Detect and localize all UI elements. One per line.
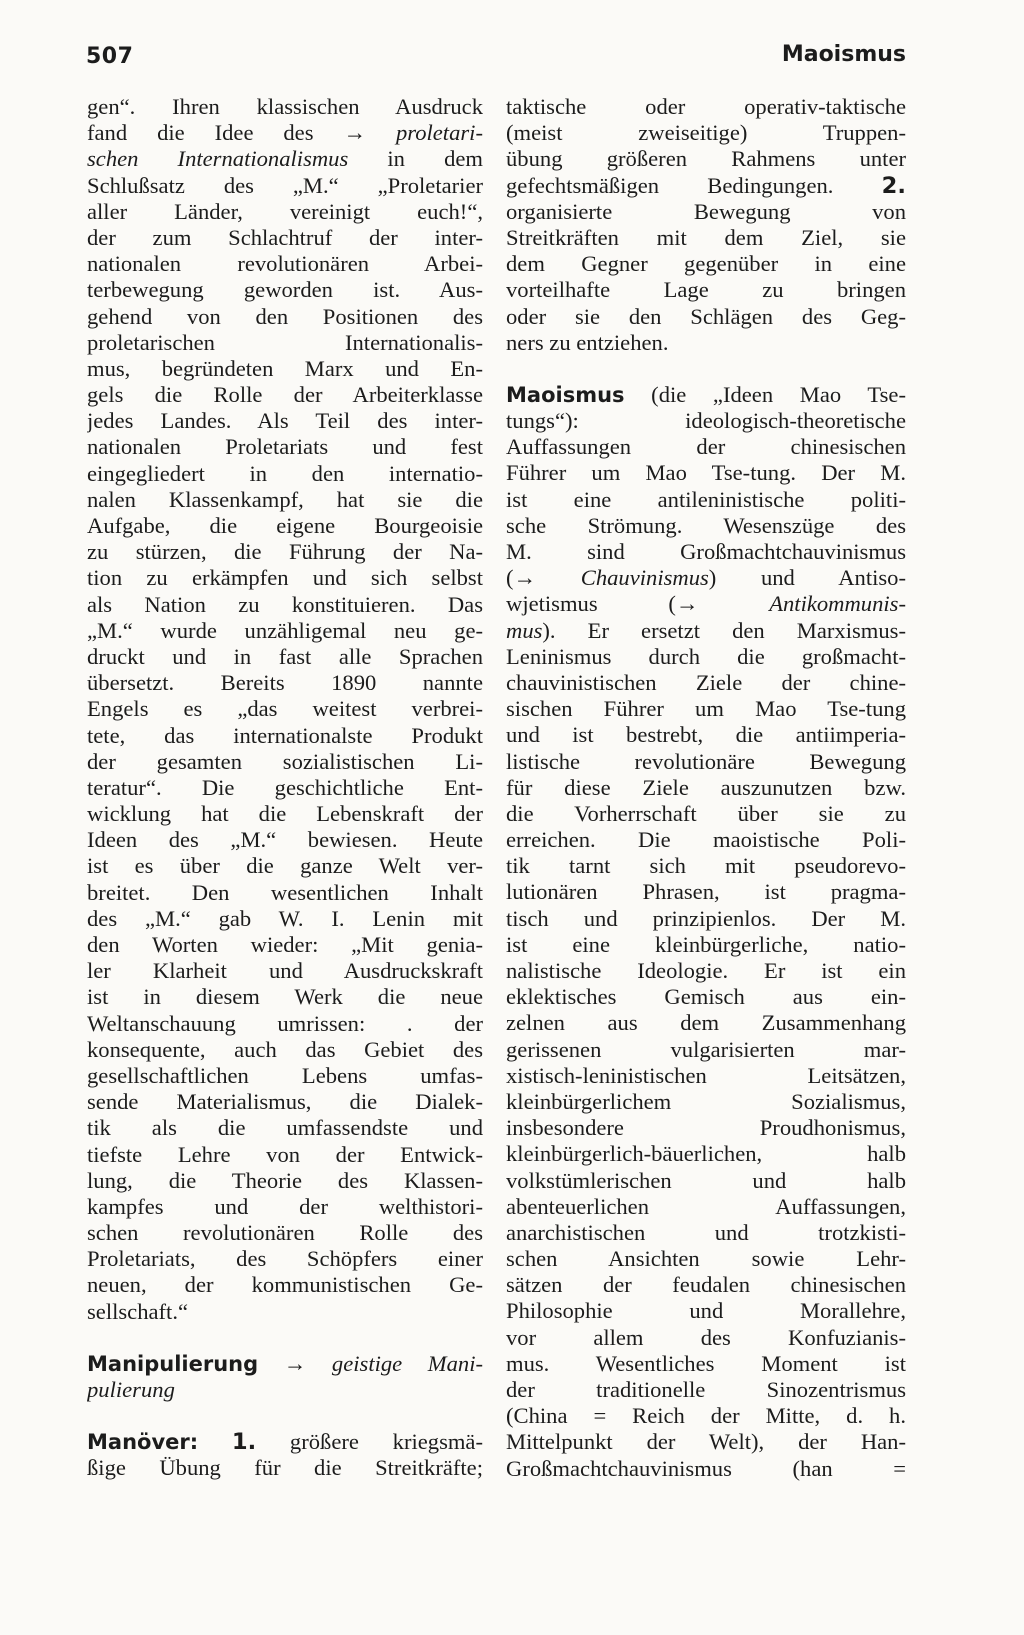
text-line: tete, das internationalste Produkt <box>87 722 483 748</box>
text-line: oder sie den Schlägen des Geg- <box>506 303 906 329</box>
text-line: Proletariats, des Schöpfers einer <box>87 1246 483 1272</box>
text-line: schen revolutionären Rolle des <box>87 1220 483 1246</box>
cross-reference-arrow: → <box>343 120 367 146</box>
text-line: tiefste Lehre von der Entwick- <box>87 1141 483 1167</box>
text-line: sätzen der feudalen chinesischen <box>506 1272 906 1298</box>
text-line: ist in diesem Werk die neue <box>87 984 483 1010</box>
text-line: schen Internationalismus in dem <box>87 146 483 172</box>
text-line: als Nation zu konstituieren. Das <box>87 591 483 617</box>
text-line: gehend von den Positionen des <box>87 303 483 329</box>
text-line: zu stürzen, die Führung der Na- <box>87 539 483 565</box>
sense-number: 1. <box>231 1429 257 1456</box>
text-line: terbewegung geworden ist. Aus- <box>87 277 483 303</box>
text-line: den Worten wieder: „Mit genia- <box>87 932 483 957</box>
text-line: kampfes und der welthistori- <box>87 1193 483 1219</box>
text-line: vor allem des Konfuzianis- <box>506 1324 906 1350</box>
cross-reference: geistige Mani- <box>331 1350 483 1376</box>
text-line: erreichen. Die maoistische Poli- <box>506 827 906 853</box>
text-line: gels die Rolle der Arbeiterklasse <box>87 382 483 408</box>
text-line: breitet. Den wesentlichen Inhalt <box>87 879 483 905</box>
text-line: taktische oder operativ-taktische <box>506 94 906 119</box>
text-line: ist eine antileninistische politi- <box>506 486 906 512</box>
text-line: Philosophie und Morallehre, <box>506 1298 906 1324</box>
text-line: und ist bestrebt, die antiimperia- <box>506 722 906 748</box>
text-line: gesellschaftlichen Lebens umfas- <box>87 1062 483 1088</box>
cross-reference: pulierung <box>87 1377 175 1402</box>
text-line: druckt und in fast alle Sprachen <box>87 643 483 669</box>
text-line: nationalen revolutionären Arbei- <box>87 251 483 277</box>
left-column <box>87 94 483 1482</box>
text-line: (meist zweiseitige) Truppen- <box>506 120 906 146</box>
text-line: neuen, der kommunistischen Ge- <box>87 1272 483 1298</box>
text-line: Mittelpunkt der Welt), der Han- <box>506 1429 906 1455</box>
text-line: übung größeren Rahmens unter <box>506 146 906 172</box>
text-line: „M.“ wurde unzähligemal neu ge- <box>87 617 483 643</box>
text-line: Weltanschauung umrissen: . der <box>87 1010 483 1036</box>
text-line: ßige Übung für die Streitkräfte; <box>87 1455 483 1481</box>
text-line: fand die Idee des → proletari- <box>87 120 483 146</box>
headword: Manöver: <box>87 1430 199 1455</box>
text-line: mus). Er ersetzt den Marxismus- <box>506 617 906 643</box>
text-line: Engels es „das weitest verbrei- <box>87 696 483 722</box>
text-line: wjetismus (→ Antikommunis- <box>506 591 906 617</box>
entry-manoever: Manöver: 1. größere kriegsmä- <box>87 1429 483 1456</box>
entry-manipulierung <box>87 1351 483 1377</box>
text-line: Ideen des „M.“ bewiesen. Heute <box>87 827 483 853</box>
text-line: kleinbürgerlichem Sozialismus, <box>506 1088 906 1114</box>
text-line: Aufgabe, die eigene Bourgeoisie <box>87 513 483 538</box>
cross-reference: schen Internationalismus <box>87 146 349 172</box>
text-line: eklektisches Gemisch aus ein- <box>506 984 906 1010</box>
text-line: ners zu entziehen. <box>506 329 669 355</box>
text-line: teratur“. Die geschichtliche Ent- <box>87 774 483 800</box>
text-line: konsequente, auch das Gebiet des <box>87 1036 483 1062</box>
cross-reference: Chauvinismus <box>580 565 709 591</box>
text-line: lutionären Phrasen, ist pragma- <box>506 879 906 905</box>
text-line: jedes Landes. Als Teil des inter- <box>87 408 483 434</box>
text-line: ler Klarheit und Ausdruckskraft <box>87 958 483 984</box>
text-line: Streitkräften mit dem Ziel, sie <box>506 224 906 250</box>
text-line: der traditionelle Sinozentrismus <box>506 1377 906 1402</box>
text-line: mus. Wesentliches Moment ist <box>506 1350 906 1376</box>
entry-maoismus: Maoismus (die „Ideen Mao Tse- <box>506 381 906 407</box>
headword: Maoismus <box>506 382 625 407</box>
cross-reference: Antikommunis- <box>769 591 906 617</box>
text-line: Führer um Mao Tse-tung. Der M. <box>506 460 906 486</box>
text-line: übersetzt. Bereits 1890 nannte <box>87 670 483 696</box>
text-line: (China = Reich der Mitte, d. h. <box>506 1403 906 1429</box>
text-line: schen Ansichten sowie Lehr- <box>506 1246 906 1272</box>
text-line: proletarischen Internationalis- <box>87 329 483 355</box>
text-line: tik als die umfassendste und <box>87 1115 483 1141</box>
text-line: die Vorherrschaft über sie zu <box>506 800 906 826</box>
text-line: anarchistischen und trotzkisti- <box>506 1219 906 1245</box>
page-number: 507 <box>86 44 134 69</box>
text-line: ist es über die ganze Welt ver- <box>87 853 483 879</box>
headword: Manipulierung <box>87 1351 259 1376</box>
text-line: kleinbürgerlich-bäuerlichen, halb <box>506 1141 906 1167</box>
text-line: tik tarnt sich mit pseudorevo- <box>506 853 906 879</box>
text-line: Schlußsatz des „M.“ „Proletarier <box>87 172 483 198</box>
text-line: xistisch-leninistischen Leitsätzen, <box>506 1062 906 1088</box>
sense-number: 2. <box>881 172 906 199</box>
text-line: der zum Schlachtruf der inter- <box>87 224 483 250</box>
cross-reference: mus <box>506 617 543 643</box>
cross-reference-arrow: → <box>283 1350 307 1376</box>
text-line: lung, die Theorie des Klassen- <box>87 1167 483 1193</box>
text-line: chauvinistischen Ziele der chine- <box>506 669 906 695</box>
text-line <box>87 1377 483 1403</box>
text-line: tungs“): ideologisch-theoretische <box>506 408 906 434</box>
running-head: Maoismus <box>781 42 906 67</box>
text-line: insbesondere Proudhonismus, <box>506 1115 906 1141</box>
text-line: des „M.“ gab W. I. Lenin mit <box>87 905 483 931</box>
text-line: volkstümlerischen und halb <box>506 1167 906 1193</box>
text-line: wicklung hat die Lebenskraft der <box>87 801 483 827</box>
text-line: gen“. Ihren klassischen Ausdruck <box>87 94 483 119</box>
text-line: Leninismus durch die großmacht- <box>506 643 906 669</box>
text-line: nalistische Ideologie. Er ist ein <box>506 958 906 983</box>
text-line: zelnen aus dem Zusammenhang <box>506 1010 906 1036</box>
text-line: gerissenen vulgarisierten mar- <box>506 1036 906 1062</box>
text-line: sellschaft.“ <box>87 1298 188 1324</box>
text-line: M. sind Großmachtchauvinismus <box>506 539 906 564</box>
text-line: nalen Klassenkampf, hat sie die <box>87 486 483 512</box>
text-line: abenteuerlichen Auffassungen, <box>506 1193 906 1219</box>
text-line: mus, begründeten Marx und En- <box>87 355 483 381</box>
text-line: listische revolutionäre Bewegung <box>506 748 906 774</box>
text-line: vorteilhafte Lage zu bringen <box>506 277 906 303</box>
text-line: der gesamten sozialistischen Li- <box>87 748 483 774</box>
text-line: sche Strömung. Wesenszüge des <box>506 512 906 538</box>
text-line: eingegliedert in den internatio- <box>87 460 483 486</box>
text-line: dem Gegner gegenüber in eine <box>506 251 906 277</box>
text-line: aller Länder, vereinigt euch!“, <box>87 198 483 224</box>
text-line: ist eine kleinbürgerliche, natio- <box>506 931 906 957</box>
text-line: (→ Chauvinismus) und Antiso- <box>506 565 906 591</box>
text-line: organisierte Bewegung von <box>506 198 906 224</box>
cross-reference: proletari- <box>395 120 483 146</box>
text-line: tisch und prinzipienlos. Der M. <box>506 905 906 931</box>
right-column <box>506 94 906 1482</box>
text-line: gefechtsmäßigen Bedingungen. 2. <box>506 172 906 199</box>
text-line: Auffassungen der chinesischen <box>506 434 906 460</box>
text-line: tion zu erkämpfen und sich selbst <box>87 565 483 591</box>
text-line: Großmachtchauvinismus (han = <box>506 1455 906 1481</box>
text-line: nationalen Proletariats und fest <box>87 434 483 460</box>
text-line: für diese Ziele auszunutzen bzw. <box>506 774 906 800</box>
text-line: sende Materialismus, die Dialek- <box>87 1089 483 1115</box>
text-line: sischen Führer um Mao Tse-tung <box>506 696 906 722</box>
